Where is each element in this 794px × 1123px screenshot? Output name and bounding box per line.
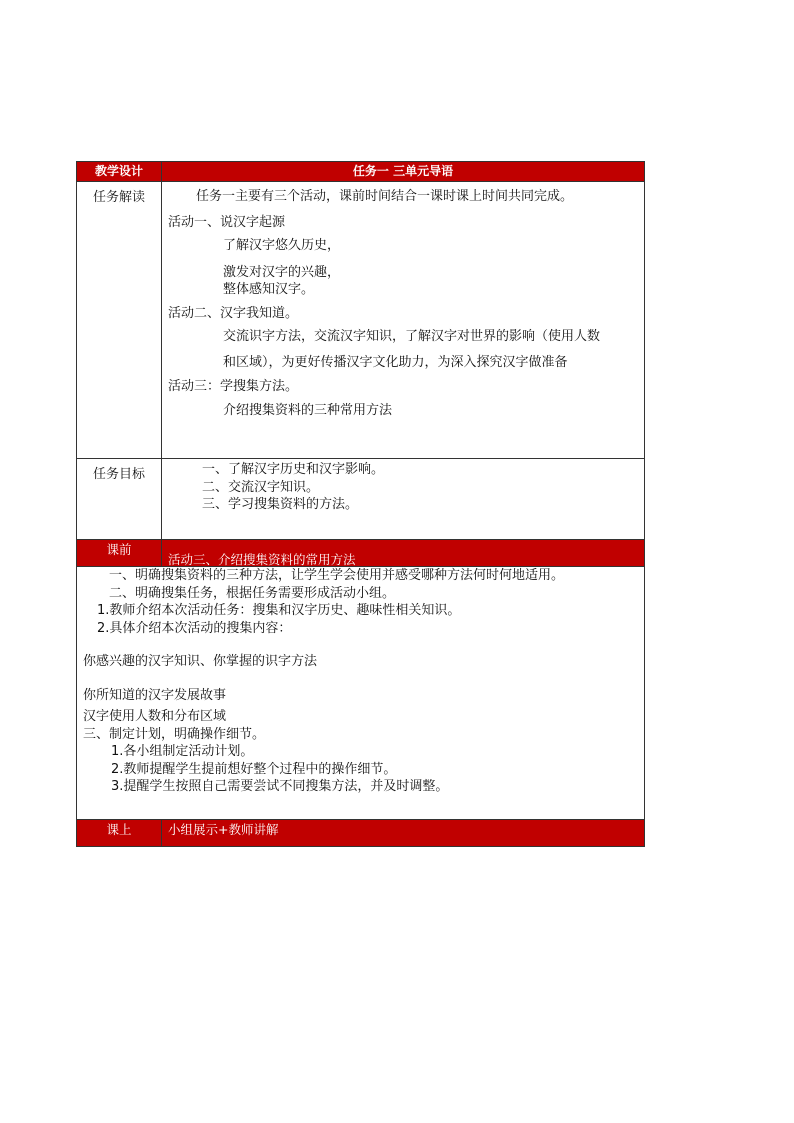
details-line: 2.具体介绍本次活动的搜集内容：: [97, 620, 292, 636]
interpretation-line: 交流识字方法，交流汉字知识，了解汉字对世界的影响（使用人数: [223, 329, 601, 345]
interpretation-line: 活动二、汉字我知道。: [168, 305, 299, 321]
interpretation-line: 整体感知汉字。: [223, 282, 315, 298]
goal-line: 三、学习搜集资料的方法。: [202, 497, 359, 513]
interpretation-row: [77, 182, 645, 459]
in-class-row: [77, 820, 645, 847]
interpretation-line: 介绍搜集资料的三种常用方法: [223, 402, 393, 418]
before-class-row: [77, 540, 645, 567]
header-label: 教学设计: [77, 162, 162, 182]
interpretation-line: 了解汉字悠久历史，: [223, 238, 341, 254]
goal-line: 一、了解汉字历史和汉字影响。: [202, 462, 385, 477]
details-line: 二、明确搜集任务，根据任务需要形成活动小组。: [109, 585, 396, 601]
goals-row: [77, 459, 645, 540]
goals-content: [162, 459, 645, 540]
interpretation-line: 激发对汉字的兴趣，: [223, 264, 341, 280]
header-title: 任务一 三单元导语: [162, 162, 645, 182]
details-line: 2.教师提醒学生提前想好整个过程中的操作细节。: [111, 761, 397, 777]
details-content: [77, 567, 645, 820]
details-line: 1.教师介绍本次活动任务：搜集和汉字历史、趣味性相关知识。: [97, 603, 461, 619]
interpretation-label: 任务解读: [77, 182, 162, 459]
in-class-text: 小组展示+教师讲解: [168, 822, 279, 837]
details-line: 一、明确搜集资料的三种方法，让学生学会使用并感受哪种方法何时何地适用。: [109, 568, 565, 583]
in-class-label: 课上: [77, 820, 162, 847]
interpretation-line: 活动一、说汉字起源: [168, 214, 286, 230]
in-class-content: [162, 820, 645, 847]
goals-label: 任务目标: [77, 459, 162, 540]
interpretation-line: 任务一主要有三个活动，课前时间结合一课时课上时间共同完成。: [196, 189, 574, 204]
details-line: 1.各小组制定活动计划。: [111, 744, 254, 760]
interpretation-line: 和区域），为更好传播汉字文化助力，为深入探究汉字做准备: [223, 354, 568, 370]
before-class-text: 活动三、介绍搜集资料的常用方法: [168, 552, 356, 566]
header-row: [77, 162, 645, 182]
lesson-design-table: [76, 161, 645, 847]
details-line: 你所知道的汉字发展故事: [83, 687, 227, 703]
goal-line: 二、交流汉字知识。: [202, 479, 320, 495]
before-class-content: [162, 540, 645, 567]
interpretation-content: [162, 182, 645, 459]
details-line: 3.提醒学生按照自己需要尝试不同搜集方法，并及时调整。: [111, 779, 449, 795]
details-line: 汉字使用人数和分布区域: [83, 709, 227, 725]
details-row: [77, 567, 645, 820]
details-line: 你感兴趣的汉字知识、你掌握的识字方法: [83, 654, 318, 670]
before-class-label: 课前: [77, 540, 162, 567]
details-line: 三、制定计划，明确操作细节。: [83, 726, 266, 742]
interpretation-line: 活动三：学搜集方法。: [168, 379, 299, 395]
